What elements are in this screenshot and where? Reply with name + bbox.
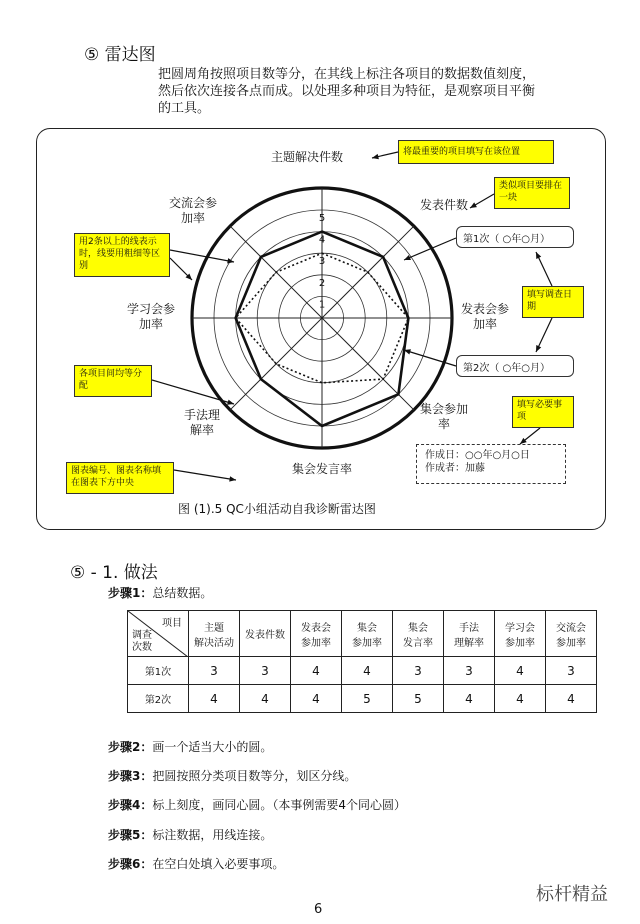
note-equal-spacing: 各项目间均等分配 — [74, 365, 152, 397]
table-row — [128, 685, 597, 713]
step-3 — [108, 767, 356, 784]
cell: 4 — [495, 685, 546, 713]
note-most-important: 将最重要的项目填写在该位置 — [398, 140, 554, 164]
step-6-text: 在空白处填入必要事项。 — [152, 857, 285, 871]
cell: 4 — [189, 685, 240, 713]
intro-line-1: 把圆周角按照项目数等分，在其线上标注各项目的数据数值刻度， — [158, 67, 536, 82]
table-row — [128, 657, 597, 685]
section-title-method: ⑤ - 1. 做法 — [70, 563, 158, 583]
cell: 4 — [444, 685, 495, 713]
tick-label: 2 — [318, 277, 326, 289]
spoke-3 — [322, 318, 414, 410]
header-cell: 交流会 参加率 — [546, 611, 597, 657]
intro-line-2: 然后依次连接各点而成。以处理多种项目为特征，是观察项目平衡 — [158, 84, 536, 99]
cell: 3 — [444, 657, 495, 685]
axis-label-method-understanding: 手法理解率 — [183, 408, 220, 437]
legend-round-1: 第1次（ ○年○月） — [456, 226, 574, 248]
row-label: 第2次 — [128, 685, 189, 713]
axis-label-meeting-speaking: 集会发言率 — [291, 462, 352, 476]
made-by: 作成者：加藤 — [425, 463, 485, 474]
axis-label-publications: 发表件数 — [419, 198, 468, 212]
cell: 3 — [393, 657, 444, 685]
page-number: 6 — [314, 902, 323, 917]
made-date: 作成日：○○年○月○日 — [425, 450, 530, 461]
data-table — [127, 610, 597, 713]
cell: 4 — [546, 685, 597, 713]
header-cell: 手法 理解率 — [444, 611, 495, 657]
cell: 4 — [495, 657, 546, 685]
step-6 — [108, 855, 284, 872]
cell: 5 — [342, 685, 393, 713]
axis-label-presentation-attendance: 发表会参加率 — [460, 302, 509, 331]
step-1 — [108, 584, 212, 601]
axis-label-meeting-attendance: 集会参加率 — [419, 402, 468, 431]
header-cell: 发表会 参加率 — [291, 611, 342, 657]
step-5-label: 步骤5： — [108, 828, 153, 842]
step-2 — [108, 738, 272, 755]
cell: 4 — [291, 657, 342, 685]
step-1-label: 步骤1： — [108, 586, 153, 600]
step-3-text: 把圆按照分类项目数等分，划区分线。 — [152, 769, 357, 783]
corner-top: 项目 — [162, 618, 182, 629]
step-1-text: 总结数据。 — [152, 586, 213, 600]
step-5-text: 标注数据，用线连接。 — [152, 828, 273, 842]
header-cell: 发表件数 — [240, 611, 291, 657]
axis-label-study-attendance: 学习会参加率 — [126, 302, 175, 331]
header-cell: 集会 参加率 — [342, 611, 393, 657]
note-numbering: 图表编号、图表名称填在图表下方中央 — [66, 462, 174, 494]
header-cell: 学习会 参加率 — [495, 611, 546, 657]
author-info-box — [416, 444, 566, 484]
step-4 — [108, 796, 406, 813]
arrow-head — [229, 476, 236, 481]
watermark: 标杆精益 — [536, 884, 608, 905]
cell: 3 — [240, 657, 291, 685]
arrow-head — [227, 258, 234, 263]
step-6-label: 步骤6： — [108, 857, 153, 871]
axis-label-theme: 主题解决件数 — [270, 150, 343, 164]
row-label: 第1次 — [128, 657, 189, 685]
note-similar-items: 类似项目要排在一块 — [494, 177, 570, 209]
step-4-text: 标上刻度，画同心圆。（本事例需要4个同心圆） — [152, 798, 406, 812]
intro-line-3: 的工具。 — [158, 101, 211, 116]
cell: 3 — [189, 657, 240, 685]
header-cell: 集会 发言率 — [393, 611, 444, 657]
cell: 4 — [291, 685, 342, 713]
figure-caption: 图 (1).5 QC小组活动自我诊断雷达图 — [178, 502, 376, 516]
table-corner — [128, 611, 189, 657]
tick-label: 3 — [318, 256, 326, 268]
legend-round-2: 第2次（ ○年○月） — [456, 355, 574, 377]
corner-bottom-1: 调查 — [132, 630, 152, 641]
cell: 4 — [240, 685, 291, 713]
header-cell: 主题 解决活动 — [189, 611, 240, 657]
tick-label: 4 — [318, 234, 326, 246]
cell: 5 — [393, 685, 444, 713]
tick-label: 5 — [318, 213, 326, 224]
note-line-styles: 用2条以上的线表示时，线要用粗细等区别 — [74, 233, 170, 277]
step-4-label: 步骤4： — [108, 798, 153, 812]
step-5 — [108, 826, 272, 843]
spoke-5 — [230, 318, 322, 410]
annotation-arrow — [152, 380, 234, 404]
annotation-arrow — [170, 250, 234, 262]
arrow-head — [372, 154, 379, 159]
note-fill-needed: 填写必要事项 — [512, 396, 574, 428]
tick-label: 1 — [318, 299, 326, 311]
annotation-arrow — [174, 470, 236, 480]
corner-bottom-2: 次数 — [132, 642, 152, 653]
annotation-arrow — [404, 238, 456, 260]
section-title-radar: ⑤ 雷达图 — [84, 45, 156, 65]
step-2-label: 步骤2： — [108, 740, 153, 754]
axis-label-exchange-attendance: 交流会参加率 — [168, 196, 217, 225]
cell: 4 — [342, 657, 393, 685]
arrow-head — [227, 400, 234, 405]
step-2-text: 画一个适当大小的圆。 — [152, 740, 273, 754]
cell: 3 — [546, 657, 597, 685]
note-survey-date: 填写调查日期 — [522, 286, 584, 318]
step-3-label: 步骤3： — [108, 769, 153, 783]
